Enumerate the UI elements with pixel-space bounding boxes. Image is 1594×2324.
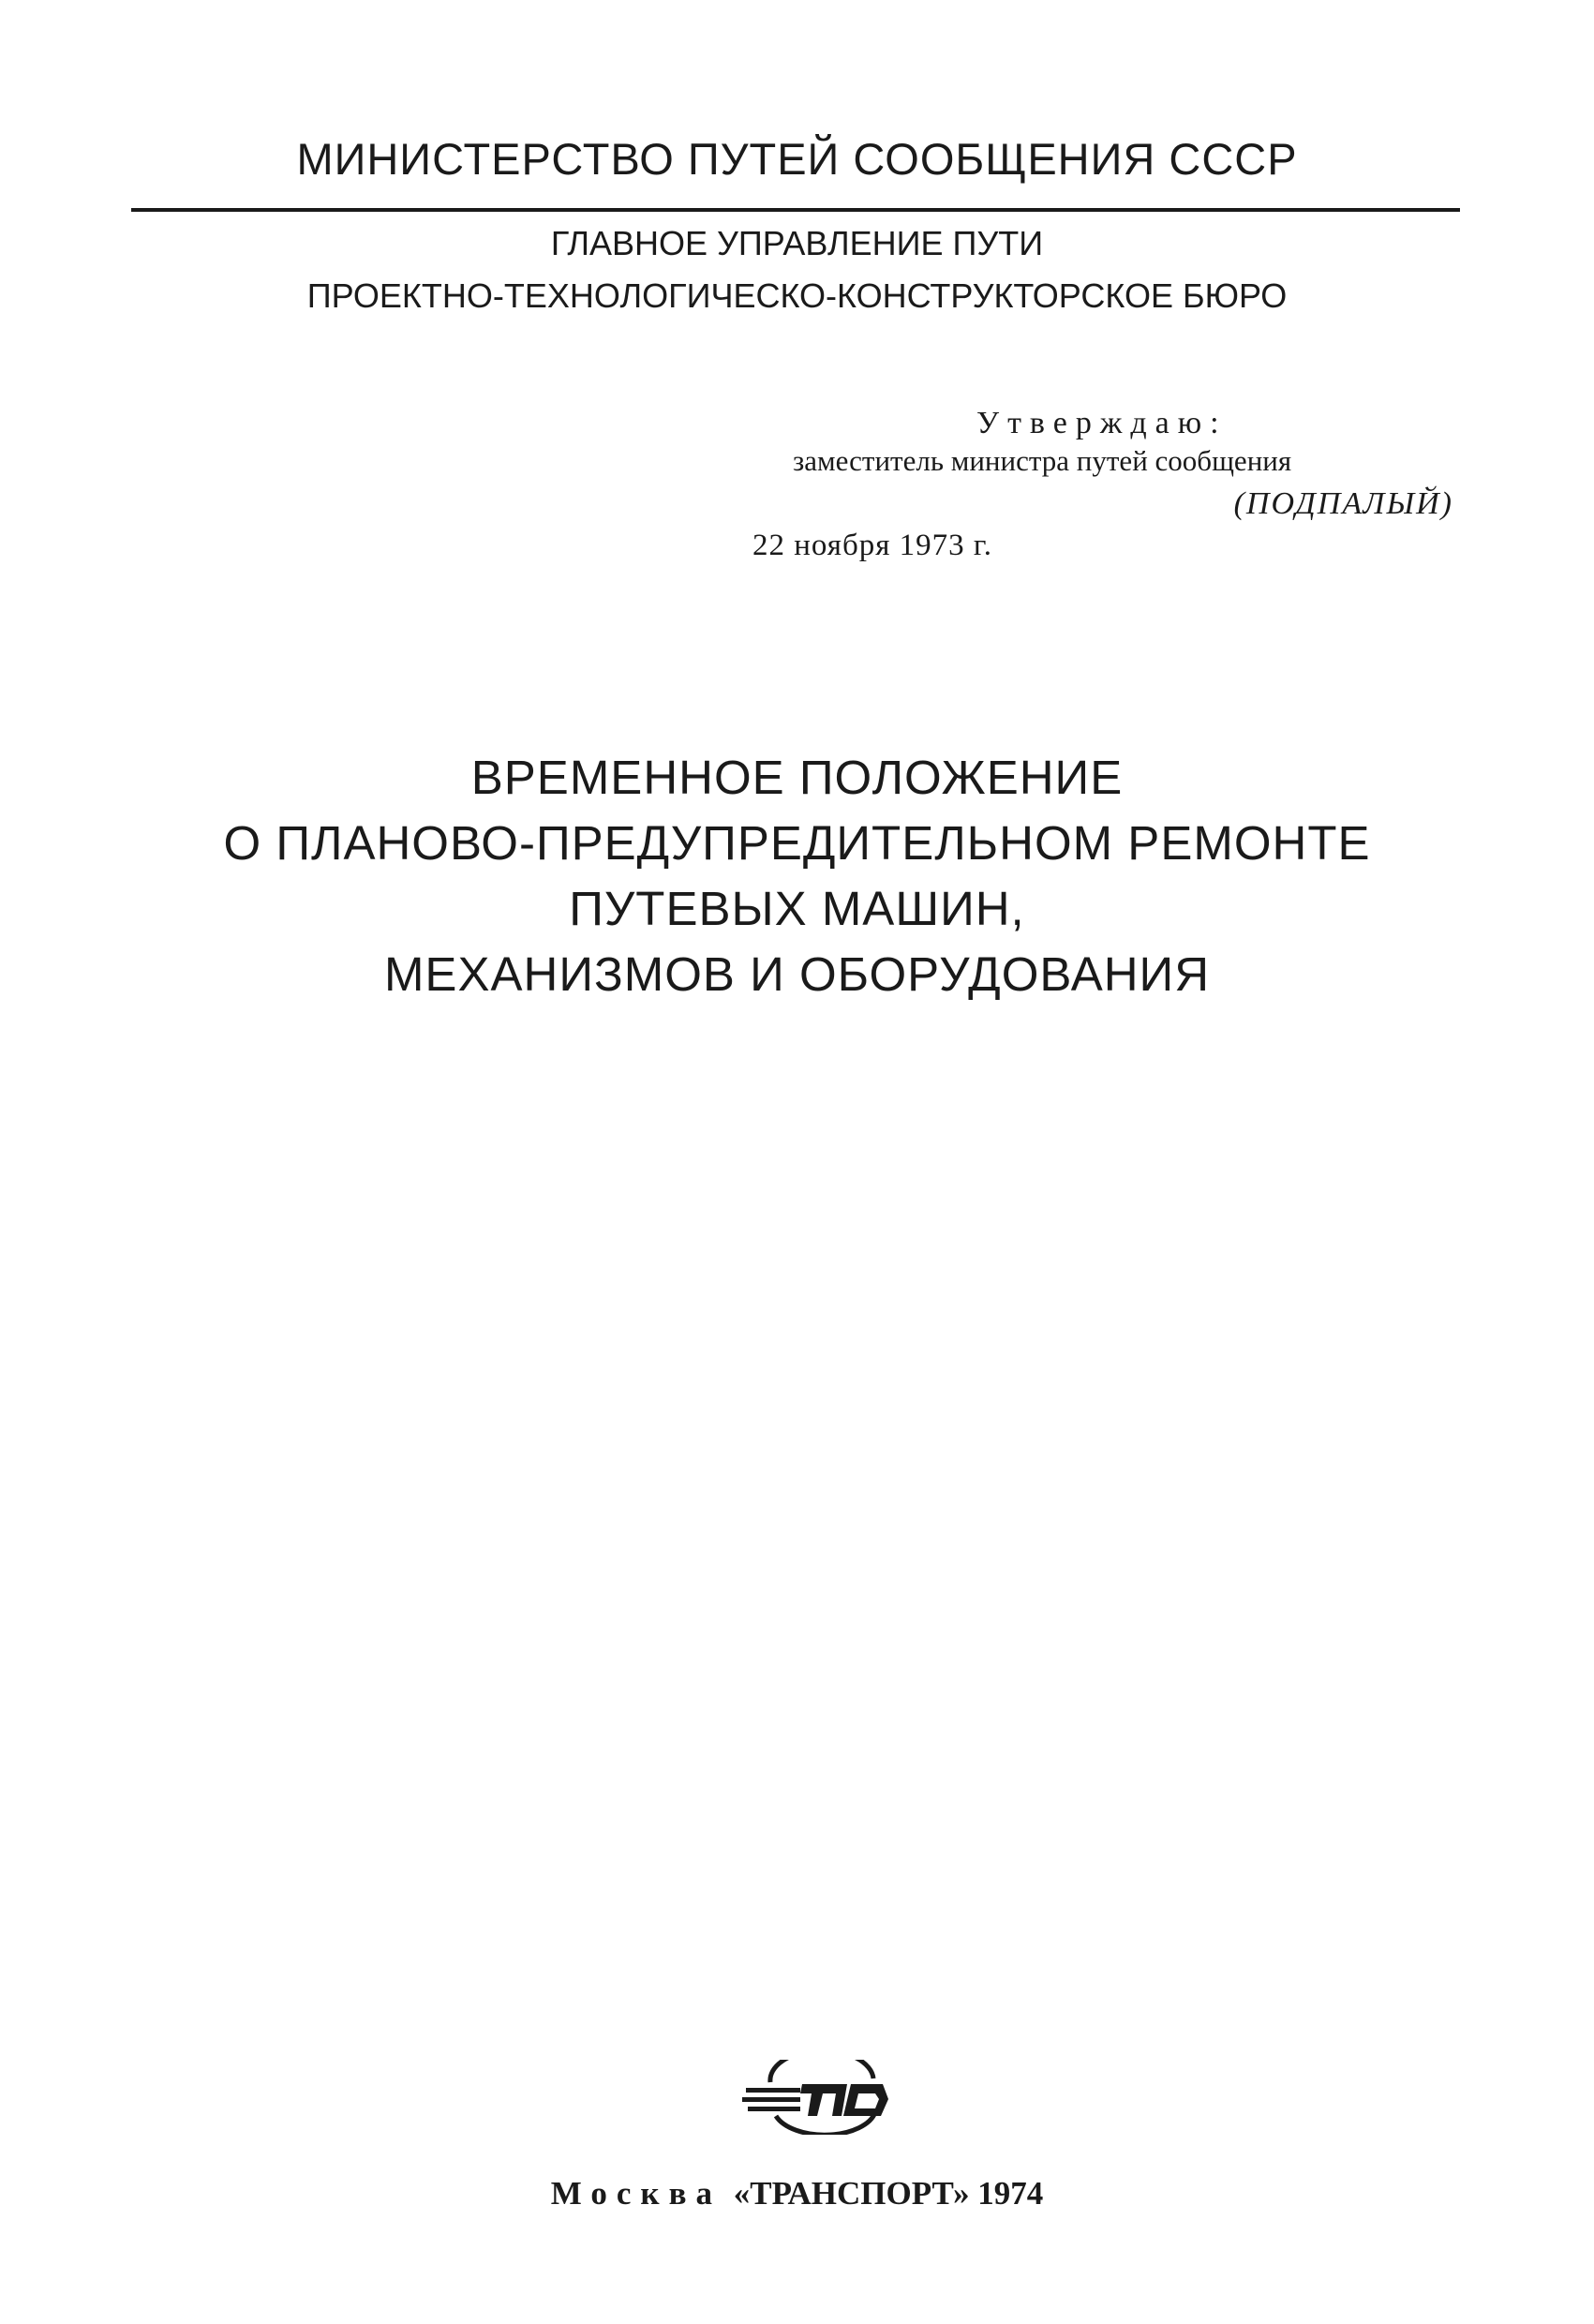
department-line-1: ГЛАВНОЕ УПРАВЛЕНИЕ ПУТИ bbox=[550, 224, 1044, 262]
department-block bbox=[0, 217, 1594, 322]
title-line-4: МЕХАНИЗМОВ И ОБОРУДОВАНИЯ bbox=[383, 947, 1211, 1001]
document-title bbox=[0, 745, 1594, 1007]
transport-publisher-logo-icon bbox=[742, 2060, 903, 2135]
title-line-1: ВРЕМЕННОЕ ПОЛОЖЕНИЕ bbox=[470, 751, 1124, 804]
title-line-2: О ПЛАНОВО-ПРЕДУПРЕДИТЕЛЬНОМ РЕМОНТЕ bbox=[223, 816, 1371, 870]
imprint-publisher: «ТРАНСПОРТ» bbox=[733, 2175, 970, 2212]
approval-role: заместитель министра путей сообщения bbox=[793, 444, 1292, 477]
approval-signatory: (ПОДПАЛЫЙ) bbox=[1233, 486, 1453, 521]
publisher-imprint bbox=[0, 2172, 1594, 2215]
imprint-city: Москва bbox=[550, 2175, 722, 2212]
imprint-year: 1974 bbox=[977, 2175, 1044, 2212]
ministry-heading: МИНИСТЕРСТВО ПУТЕЙ СООБЩЕНИЯ СССР bbox=[296, 134, 1298, 184]
department-line-2: ПРОЕКТНО-ТЕХНОЛОГИЧЕСКО-КОНСТРУКТОРСКОЕ БЮРО bbox=[306, 276, 1288, 315]
header-divider bbox=[131, 208, 1460, 212]
approval-word: Утверждаю: bbox=[976, 406, 1228, 440]
approval-date: 22 ноября 1973 г. bbox=[752, 529, 992, 562]
title-line-3: ПУТЕВЫХ МАШИН, bbox=[569, 882, 1025, 935]
